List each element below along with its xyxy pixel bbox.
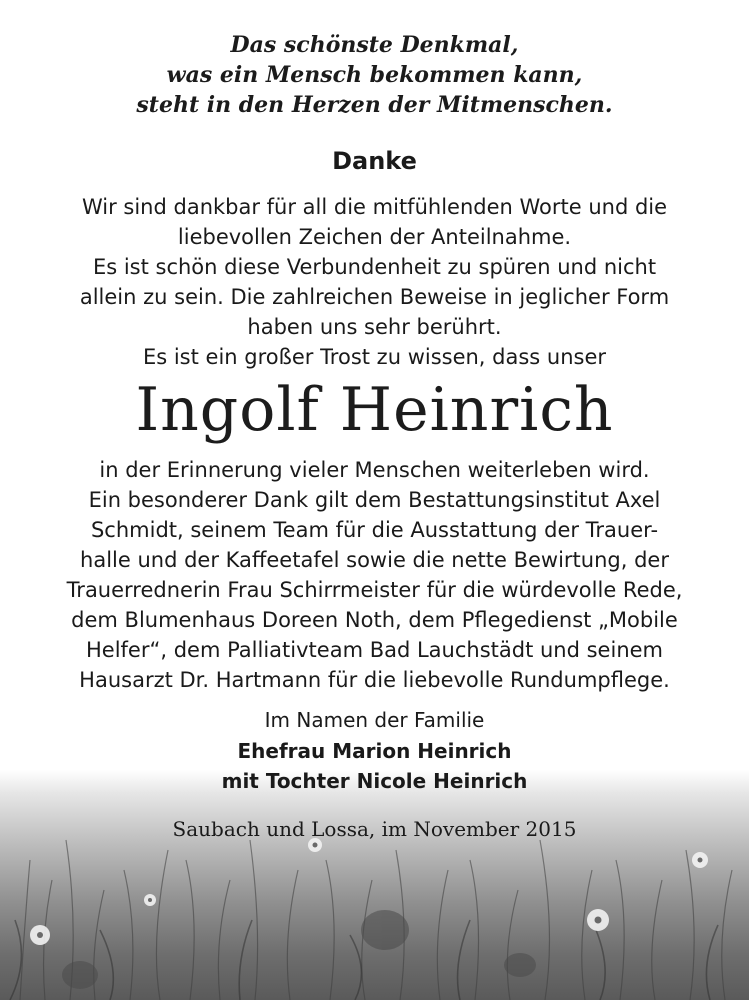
paragraph-line: halle und der Kaffeetafel sowie die nette Bewirtung, der xyxy=(80,548,669,572)
paragraph-line: Hausarzt Dr. Hartmann für die liebevolle Rundumpflege. xyxy=(79,668,670,692)
motto-quote xyxy=(0,30,749,120)
paragraph-line: Helfer“, dem Palliativteam Bad Lauchstädt und seinem xyxy=(85,638,664,662)
acknowledgements-paragraph xyxy=(0,455,749,695)
deceased-name: Ingolf Heinrich xyxy=(135,375,614,445)
paragraph-line: Ein besonderer Dank gilt dem Bestattungsinstitut Axel xyxy=(88,488,661,512)
motto-line: steht in den Herzen der Mitmenschen. xyxy=(136,92,613,118)
signatory-name: mit Tochter Nicole Heinrich xyxy=(221,769,528,793)
motto-line: was ein Mensch bekommen kann, xyxy=(166,62,583,88)
signatory-name: Ehefrau Marion Heinrich xyxy=(237,739,512,763)
paragraph-line: Wir sind dankbar für all die mitfühlenden Worte und die xyxy=(81,195,668,219)
paragraph-line: haben uns sehr berührt. xyxy=(247,315,502,339)
paragraph-line: Es ist ein großer Trost zu wissen, dass unser xyxy=(142,345,607,369)
paragraph-line: Schmidt, seinem Team für die Ausstattung der Trauer- xyxy=(90,518,659,542)
heading-danke: Danke xyxy=(332,147,417,175)
family-signatories xyxy=(0,736,749,796)
meadow-background-image xyxy=(0,770,749,1000)
motto-line: Das schönste Denkmal, xyxy=(230,32,519,58)
paragraph-line: in der Erinnerung vieler Menschen weiterleben wird. xyxy=(99,458,650,482)
place-and-date: Saubach und Lossa, im November 2015 xyxy=(172,817,577,841)
thanks-paragraph xyxy=(0,192,749,372)
paragraph-line: Trauerrednerin Frau Schirrmeister für die würdevolle Rede, xyxy=(66,578,683,602)
family-intro: Im Namen der Familie xyxy=(264,708,485,732)
paragraph-line: dem Blumenhaus Doreen Noth, dem Pflegedienst „Mobile xyxy=(71,608,678,632)
meadow-illustration xyxy=(0,770,749,1000)
paragraph-line: allein zu sein. Die zahlreichen Beweise in jeglicher Form xyxy=(79,285,670,309)
paragraph-line: Es ist schön diese Verbundenheit zu spüren und nicht xyxy=(92,255,657,279)
paragraph-line: liebevollen Zeichen der Anteilnahme. xyxy=(177,225,572,249)
